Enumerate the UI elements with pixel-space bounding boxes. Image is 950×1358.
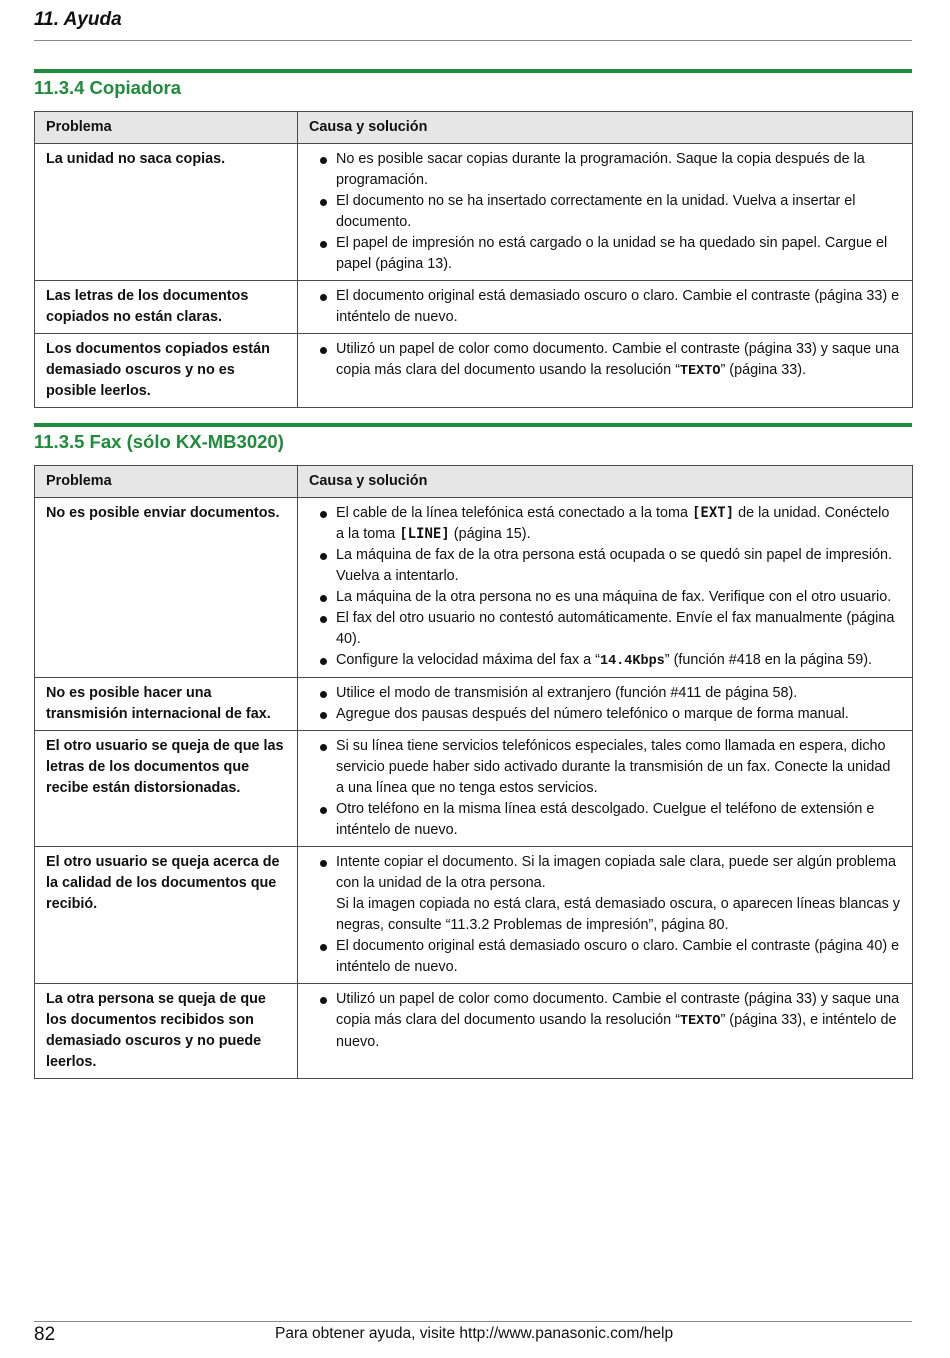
column-header-solution: Causa y solución [298,112,913,144]
solution-cell [298,281,913,334]
section-bar-copier [34,69,912,73]
footer-divider [34,1321,912,1322]
table-row [35,731,913,847]
cause-item: Agregue dos pausas después del número telefónico o marque de forma manual. [309,704,901,725]
cause-item: Utilizó un papel de color como documento. Cambie el contraste (página 33) y saque una copia más clara del documento usando la resolución “TEXTO” (página 33). [309,339,901,382]
solution-cell [298,731,913,847]
problem-cell: No es posible hacer una transmisión internacional de fax. [35,678,298,731]
table-row [35,334,913,408]
table-row [35,678,913,731]
cause-item: La máquina de fax de la otra persona está ocupada o se quedó sin papel de impresión. Vuelva a intentarlo. [309,545,901,587]
section-bar-fax [34,423,912,427]
problem-cell: Los documentos copiados están demasiado oscuros y no es posible leerlos. [35,334,298,408]
problem-cell: La unidad no saca copias. [35,144,298,281]
cause-item: No es posible sacar copias durante la programación. Saque la copia después de la programación. [309,149,901,191]
ext-key: [EXT] [692,505,735,521]
speed-value: 14.4Kbps [599,654,665,669]
solution-cell [298,847,913,984]
problem-cell: La otra persona se queja de que los documentos recibidos son demasiado oscuros y no puede leerlos. [35,984,298,1079]
column-header-solution: Causa y solución [298,466,913,498]
solution-cell [298,678,913,731]
cause-note: Si la imagen copiada no está clara, está demasiado oscura, o aparecen líneas blancas y negras, consulte “11.3.2 Problemas de impresión”, página 80. [336,896,900,933]
resolution-value: TEXTO [679,1014,721,1029]
cause-item: El cable de la línea telefónica está conectado a la toma [EXT] de la unidad. Conéctelo a la toma [LINE] (página 15). [309,503,901,545]
copier-troubleshooting-table [34,111,913,408]
table-row [35,144,913,281]
table-row [35,281,913,334]
page-number: 82 [34,1324,56,1345]
solution-cell [298,984,913,1079]
cause-item: El documento no se ha insertado correctamente en la unidad. Vuelva a insertar el documento. [309,191,901,233]
cause-item: El documento original está demasiado oscuro o claro. Cambie el contraste (página 33) e inténtelo de nuevo. [309,286,901,328]
header-divider [34,40,912,41]
section-title-copier: 11.3.4 Copiadora [34,77,182,98]
column-header-problem: Problema [35,112,298,144]
cause-item: Otro teléfono en la misma línea está descolgado. Cuelgue el teléfono de extensión e inténtelo de nuevo. [309,799,901,841]
table-row [35,498,913,678]
line-key: [LINE] [399,526,450,542]
problem-cell: El otro usuario se queja de que las letras de los documentos que recibe están distorsionadas. [35,731,298,847]
solution-cell [298,498,913,678]
cause-item: Utilice el modo de transmisión al extranjero (función #411 de página 58). [309,683,901,704]
cause-item: Utilizó un papel de color como documento. Cambie el contraste (página 33) y saque una copia más clara del documento usando la resolución “TEXTO” (página 33), e inténtelo de nuevo. [309,989,901,1053]
solution-cell [298,144,913,281]
table-row [35,847,913,984]
cause-item: La máquina de la otra persona no es una máquina de fax. Verifique con el otro usuario. [309,587,901,608]
chapter-title: 11. Ayuda [34,9,122,30]
column-header-problem: Problema [35,466,298,498]
cause-item: Configure la velocidad máxima del fax a “14.4Kbps” (función #418 en la página 59). [309,650,901,672]
resolution-value: TEXTO [679,364,721,379]
cause-item: El fax del otro usuario no contestó automáticamente. Envíe el fax manualmente (página 40). [309,608,901,650]
table-header-row [35,466,913,498]
table-row [35,984,913,1079]
table-header-row [35,112,913,144]
cause-item: Si su línea tiene servicios telefónicos especiales, tales como llamada en espera, dicho servicio puede haber sido activado durante la transmisión de un fax. Conecte la unidad a una línea que no tenga estos servicios. [309,736,901,799]
cause-item: El documento original está demasiado oscuro o claro. Cambie el contraste (página 40) e inténtelo de nuevo. [309,936,901,978]
problem-cell: No es posible enviar documentos. [35,498,298,678]
cause-item: Intente copiar el documento. Si la imagen copiada sale clara, puede ser algún problema con la unidad de la otra persona. Si la imagen copiada no está clara, está demasiado oscura, o aparecen líneas blancas y negras, consulte “11.3.2 Problemas de impresión”, página 80. [309,852,901,936]
footer-help-text: Para obtener ayuda, visite http://www.panasonic.com/help [275,1325,674,1342]
fax-troubleshooting-table [34,465,913,1079]
problem-cell: Las letras de los documentos copiados no están claras. [35,281,298,334]
section-title-fax: 11.3.5 Fax (sólo KX-MB3020) [34,431,284,452]
solution-cell [298,334,913,408]
problem-cell: El otro usuario se queja acerca de la calidad de los documentos que recibió. [35,847,298,984]
cause-item: El papel de impresión no está cargado o la unidad se ha quedado sin papel. Cargue el papel (página 13). [309,233,901,275]
